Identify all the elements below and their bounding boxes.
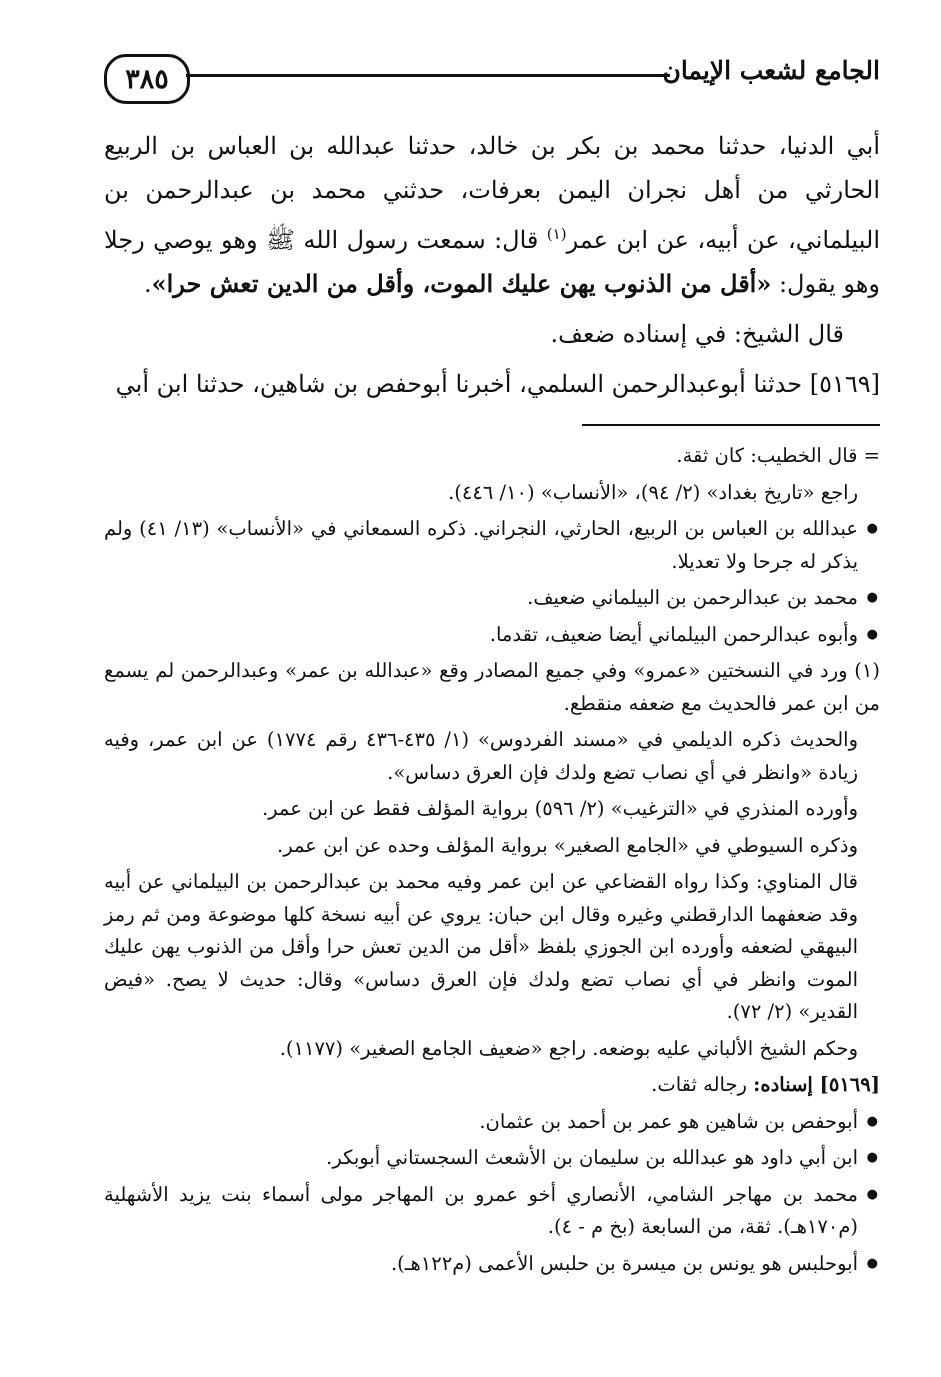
footnote-marker: (١) (546, 225, 567, 243)
footnote-bullet: ● محمد بن مهاجر الشامي، الأنصاري أخو عمرو بن المهاجر مولى أسماء بنت يزيد الأشهلية (م١٧٠هـ). ثقة، من السابعة (بخ م - ٤). (104, 1179, 880, 1244)
footnote-separator (582, 424, 880, 426)
footnote-line: وأورده المنذري في «الترغيب» (٢/ ٥٩٦) برواية المؤلف فقط عن ابن عمر. (261, 797, 858, 820)
footnote-bullet: ● وأبوه عبدالرحمن البيلماني أيضا ضعيف، تقدما. (104, 619, 880, 652)
footnote-bullet: ● أبوحفص بن شاهين هو عمر بن أحمد بن عثمان. (104, 1106, 880, 1139)
book-title: الجامع لشعب الإيمان (662, 56, 880, 85)
footnote-bullet: ● عبدالله بن العباس بن الربيع، الحارثي، النجراني. ذكره السمعاني في «الأنساب» (١٣/ ٤١) ولم يذكر له جرحا ولا تعديلا. (104, 513, 880, 578)
footnote-bullet: ● ابن أبي داود هو عبدالله بن سليمان بن الأشعث السجستاني أبوبكر. (104, 1142, 880, 1175)
hadith-5169-start: [٥١٦٩] حدثنا أبوعبدالرحمن السلمي، أخبرنا أبوحفص بن شاهين، حدثنا ابن أبي (115, 370, 880, 398)
hadith-matn: «أقل من الذنوب يهن عليك الموت، وأقل من الدين تعش حرا» (151, 269, 772, 298)
footnote-line: وذكره السيوطي في «الجامع الصغير» برواية المؤلف وحده عن ابن عمر. (277, 833, 858, 857)
sheikh-comment: قال الشيخ: في إسناده ضعف. (550, 320, 844, 348)
footnote-bullet: ● أبوحلبس هو يونس بن ميسرة بن حلبس الأعمى (م١٢٢هـ). (104, 1248, 880, 1281)
footnote-line: قال المناوي: وكذا رواه القضاعي عن ابن عمر وفيه محمد بن عبدالرحمن بن البيلماني عن أبيه وقد ضعفهما الدارقطني وغيره وقال ابن حبان: يروي عن أبيه نسخة كلها موضوعة ومن ثم رمز البيهقي لضعفه وأورده ابن الجوزي بلفظ «أقل من الدين تعش حرا وأقل من الذنوب يهن عليك الموت وانظر في أي نصاب تضع ولدك فإن العرق دساس» وقال: حديث لا يصح. «فيض القدير» (٢/ ٧٢). (104, 870, 858, 1023)
page-number: ٣٨٥ (104, 54, 190, 104)
footnote-line: والحديث ذكره الديلمي في «مسند الفردوس» (١/ ٤٣٥-٤٣٦ رقم ١٧٧٤) عن ابن عمر، وفيه زيادة «وانظر في أي نصاب تضع ولدك فإن العرق دساس». (104, 728, 859, 784)
isnad-label: [٥١٦٩] إسناده: (753, 1073, 880, 1096)
hadith-paragraph (104, 124, 880, 306)
isnad-text: أبي الدنيا، حدثنا محمد بن بكر بن خالد، حدثنا عبدالله بن العباس بن الربيع الحارثي من أهل نجران اليمن بعرفات، حدثني محمد بن عبدالرحمن بن البيلماني، عن أبيه، عن ابن عمر (104, 132, 881, 254)
footnote-line: وحكم الشيخ الألباني عليه بوضعه. راجع «ضعيف الجامع الصغير» (١١٧٧). (279, 1036, 858, 1060)
footnote-line: راجع «تاريخ بغداد» (٢/ ٩٤)، «الأنساب» (١٠/ ٤٤٦). (448, 480, 858, 504)
main-text (104, 124, 880, 406)
hadith-end: . (143, 270, 152, 298)
isnad-heading (104, 1069, 880, 1102)
page-header (104, 50, 880, 108)
footnote-bullet: ● محمد بن عبدالرحمن بن البيلماني ضعيف. (104, 582, 880, 615)
footnote-line: = قال الخطيب: كان ثقة. (676, 444, 880, 467)
header-rule (186, 74, 670, 77)
isnad-text-2: قال: سمعت رسول الله ﷺ وهو يوصي رجلا وهو يقول: (104, 226, 880, 298)
footnote-1: (١) ورد في النسختين «عمرو» وفي جميع المصادر وقع «عبدالله بن عمر» وعبدالرحمن لم يسمع من ابن عمر فالحديث مع ضعفه منقطع. (104, 659, 880, 715)
footnotes (104, 440, 880, 1284)
isnad-verdict: رجاله ثقات. (651, 1073, 754, 1096)
